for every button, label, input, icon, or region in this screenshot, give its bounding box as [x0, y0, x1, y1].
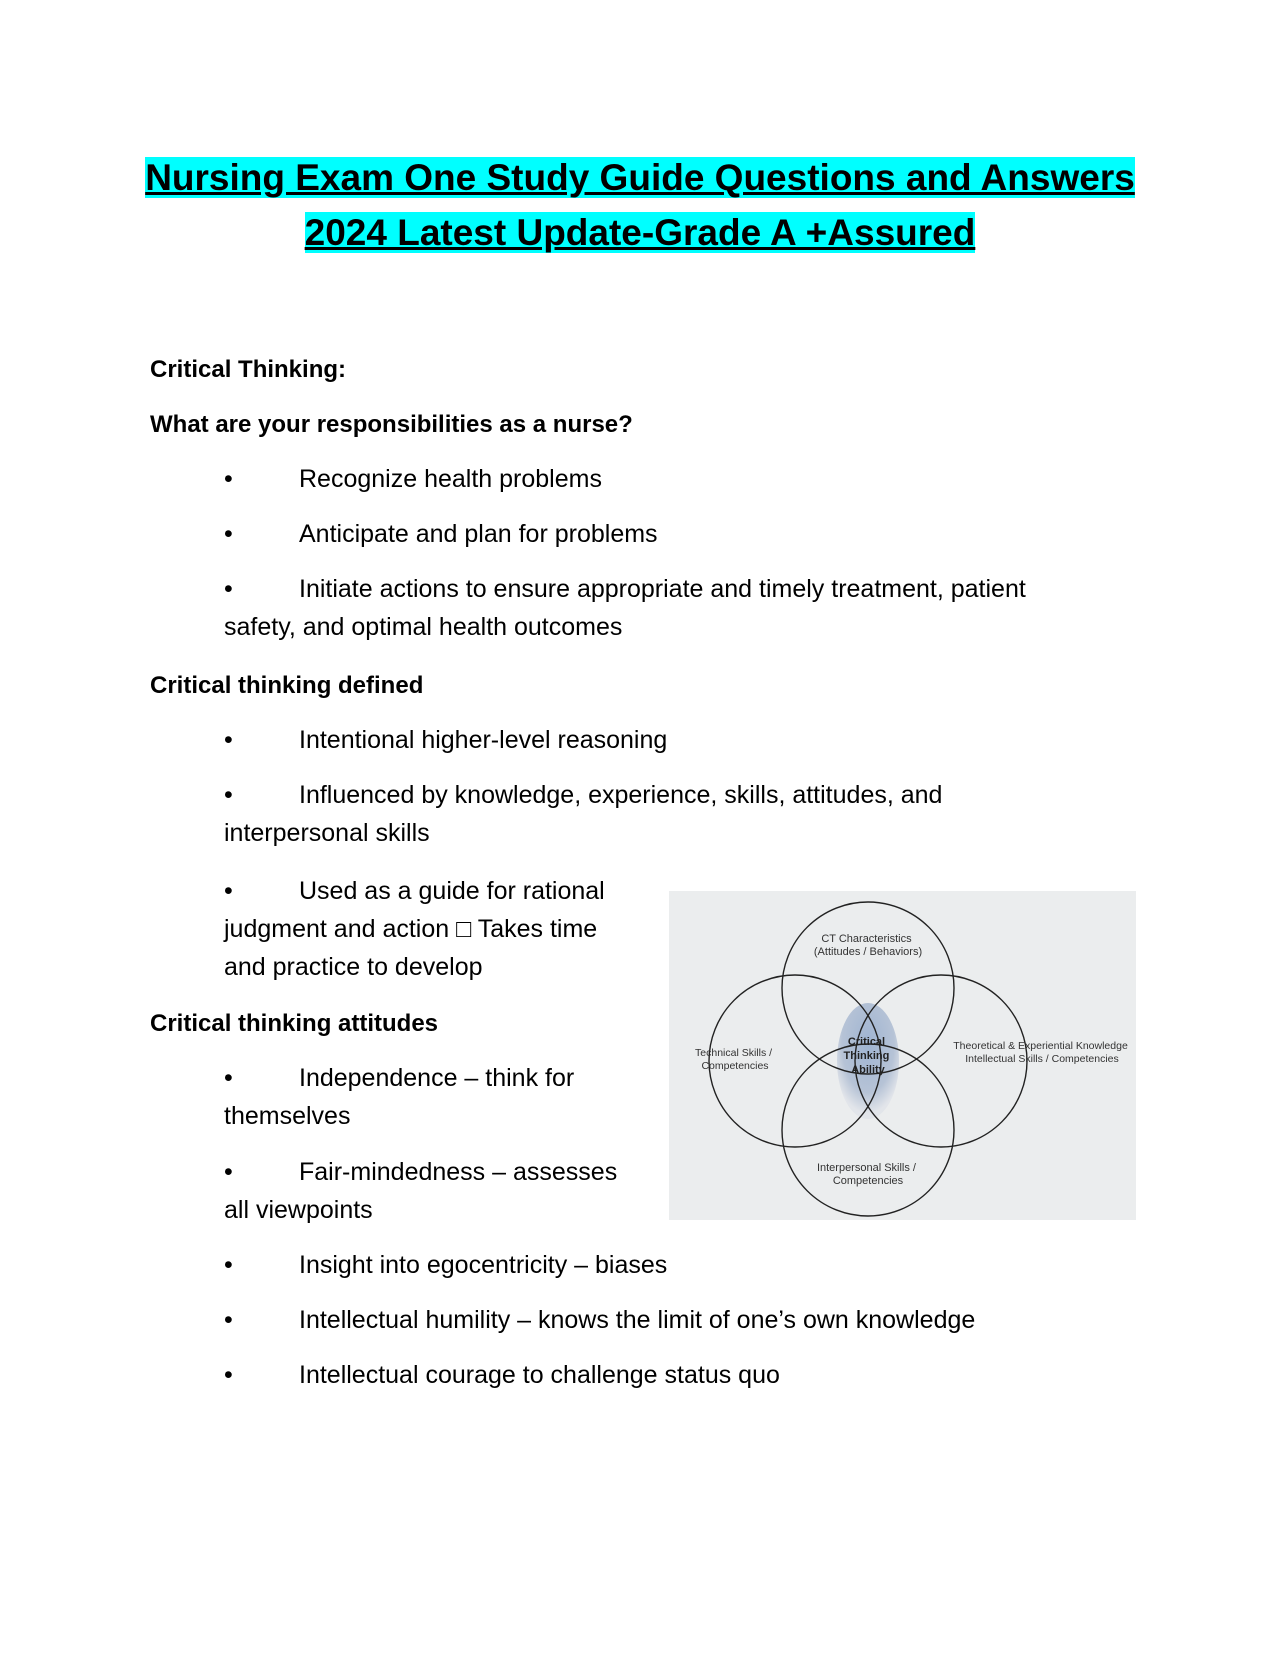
list-item: • Anticipate and plan for problems	[224, 515, 658, 553]
list-item: • Initiate actions to ensure appropriate and timely treatment, patient safety, and optimal health outcomes	[224, 570, 1026, 646]
bullet-symbol: •	[224, 1361, 233, 1389]
svg-text:Interpersonal Skills / C	[817, 1162, 919, 1187]
list-item: • Independence – think for themselves	[224, 1059, 574, 1135]
venn-svg	[669, 891, 1136, 1220]
list-item: • Recognize health problems	[224, 460, 602, 498]
label-right-line1: Theoretical & Experiential Knowledge	[953, 1040, 1128, 1052]
bullet-symbol: •	[224, 1064, 233, 1092]
bullet-symbol: •	[224, 520, 233, 548]
title-line-2: 2024 Latest Update-Grade A +Assured	[304, 212, 976, 253]
bullet-symbol: •	[224, 575, 233, 603]
svg-text:Technical Skills / Compe	[695, 1047, 775, 1072]
label-top-line1: CT Characteristics	[821, 933, 912, 945]
list-item: • Used as a guide for rational judgment and action □ Takes time and practice to develop	[224, 872, 605, 986]
bullet-symbol: •	[224, 465, 233, 493]
list-item: • Influenced by knowledge, experience, skills, attitudes, and interpersonal skills	[224, 776, 942, 852]
label-center-line1: Critical	[847, 1036, 886, 1048]
label-right-line2: Intellectual Skills / Competencies	[965, 1053, 1119, 1065]
document-title	[0, 150, 1280, 260]
label-left-line1: Technical Skills /	[695, 1047, 773, 1059]
list-item: • Fair-mindedness – assesses all viewpoints	[224, 1153, 617, 1229]
label-left-line2: Competencies	[701, 1060, 769, 1072]
label-top-line2: (Attitudes / Behaviors)	[813, 946, 923, 958]
section-heading-critical-thinking-attitudes: Critical thinking attitudes	[150, 1010, 439, 1037]
list-item: • Intellectual humility – knows the limit of one’s own knowledge	[224, 1301, 975, 1339]
label-bottom-line2: Competencies	[832, 1175, 904, 1187]
title-line-1: Nursing Exam One Study Guide Questions and Answers	[145, 157, 1135, 198]
bullet-symbol: •	[224, 726, 233, 754]
bullet-symbol: •	[224, 1306, 233, 1334]
label-center-line3: Ability	[851, 1064, 885, 1076]
section-heading-critical-thinking: Critical Thinking:	[150, 356, 347, 383]
label-center-line2: Thinking	[843, 1050, 890, 1062]
bullet-symbol: •	[224, 877, 233, 905]
question-responsibilities: What are your responsibilities as a nurse?	[150, 411, 633, 438]
critical-thinking-venn-diagram	[669, 891, 1136, 1220]
svg-text:Theoretical & Experiential Kno	[953, 1040, 1130, 1065]
svg-text:CT Characteristics (Atti	[814, 933, 922, 958]
list-item: • Insight into egocentricity – biases	[224, 1246, 667, 1284]
list-item: • Intellectual courage to challenge status quo	[224, 1356, 780, 1394]
list-item: • Intentional higher-level reasoning	[224, 721, 667, 759]
section-heading-critical-thinking-defined: Critical thinking defined	[150, 672, 424, 699]
bullet-symbol: •	[224, 1251, 233, 1279]
bullet-symbol: •	[224, 1158, 233, 1186]
bullet-symbol: •	[224, 781, 233, 809]
label-bottom-line1: Interpersonal Skills /	[816, 1162, 916, 1174]
